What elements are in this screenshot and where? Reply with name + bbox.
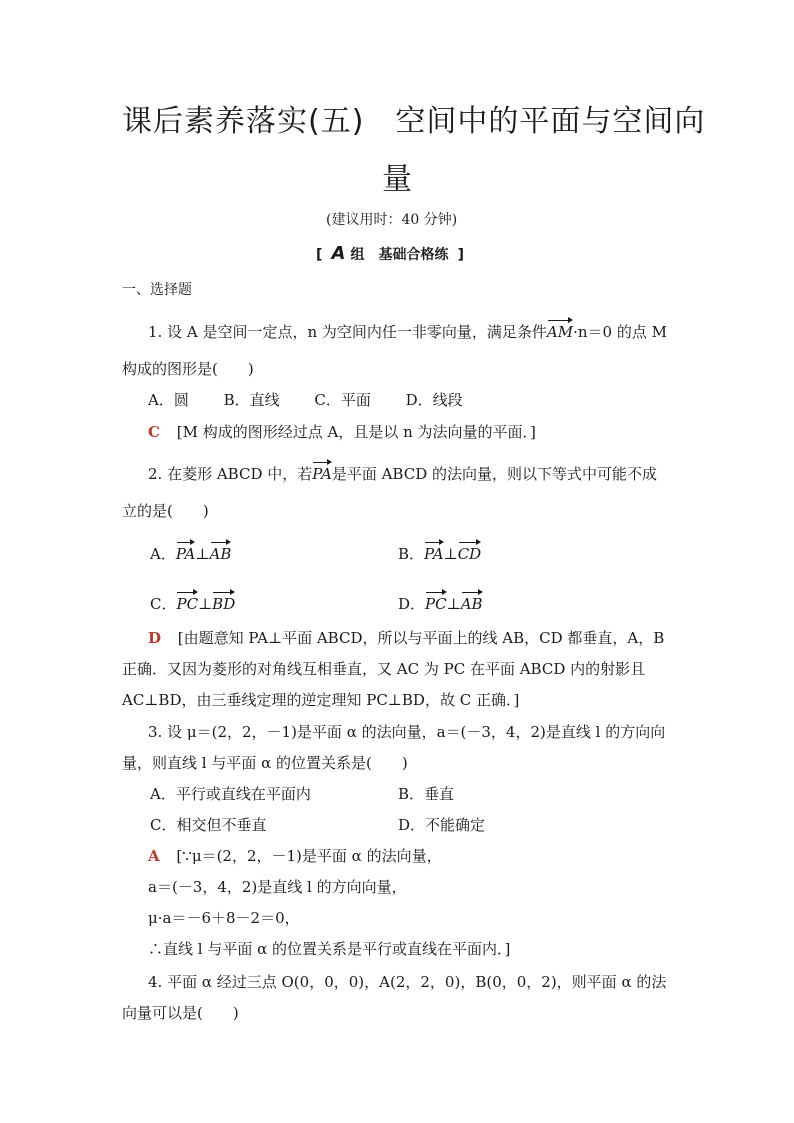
group-title: 组 基础合格练	[350, 247, 449, 263]
q4-line1: 4. 平面 α 经过三点 O(0，0，0)，A(2，2，0)，B(0，0，2)，则平面 α 的法	[148, 973, 667, 991]
q3-option-b: B．垂直	[398, 785, 455, 803]
q3-answer: A	[148, 847, 160, 865]
q3-option-a: A．平行或直线在平面内	[150, 785, 311, 803]
q2-solution-line3: AC⊥BD，由三垂线定理的逆定理知 PC⊥BD，故 C 正确．]	[122, 691, 520, 709]
q2-option-c	[150, 590, 235, 614]
q2-option-d-vec1: PC	[425, 590, 447, 614]
q1-solution: [M 构成的图形经过点 A，且是以 n 为法向量的平面．]	[176, 423, 536, 441]
perp-symbol: ⊥	[443, 545, 458, 563]
perp-symbol: ⊥	[198, 595, 213, 613]
q4-line2: 向量可以是( )	[122, 1004, 239, 1022]
q2-line2: 立的是( )	[122, 502, 209, 520]
q2-option-c-vec1: PC	[176, 590, 198, 614]
group-heading	[316, 243, 464, 264]
q1-answer-row	[148, 422, 536, 442]
q2-solution-line2: 正确．又因为菱形的对角线互相垂直，又 AC 为 PC 在平面 ABCD 内的射影且	[122, 660, 646, 678]
q1-text-b: ·n＝0 的点 M	[573, 323, 667, 341]
q3-line1: 3. 设 μ＝(2，2，－1)是平面 α 的法向量，a＝(－3，4，2)是直线 l 的方向向	[148, 723, 666, 741]
q3-solution-line4: ∴直线 l 与平面 α 的位置关系是平行或直线在平面内．]	[148, 940, 511, 958]
q3-solution-line1	[148, 846, 442, 866]
q1-text-a: 1. 设 A 是空间一定点，n 为空间内任一非零向量，满足条件	[148, 323, 547, 341]
q1-vector: AM	[547, 318, 573, 342]
q2-option-a-vec2: AB	[210, 540, 232, 564]
q2-text-a: 2. 在菱形 ABCD 中，若	[148, 465, 313, 483]
q2-option-b-vec2: CD	[458, 540, 482, 564]
q2-vector: PA	[312, 460, 332, 484]
q3-solution-1: [∵μ＝(2，2，－1)是平面 α 的法向量，	[176, 847, 442, 865]
q2-option-c-vec2: BD	[212, 590, 235, 614]
q2-option-b	[398, 540, 481, 564]
group-letter: A	[331, 243, 346, 264]
page-title-line2: 量	[382, 162, 413, 197]
q2-option-d-vec2: AB	[461, 590, 483, 614]
q3-line2: 量，则直线 l 与平面 α 的位置关系是( )	[122, 754, 408, 772]
q2-solution-1: [由题意知 PA⊥平面 ABCD，所以与平面上的线 AB，CD 都垂直，A，B	[177, 629, 665, 647]
q2-option-b-vec1: PA	[424, 540, 444, 564]
q2-option-d-label: D．	[398, 595, 426, 613]
q2-option-c-label: C．	[150, 595, 177, 613]
q3-option-c: C．相交但不垂直	[150, 816, 267, 834]
page-title-line1: 课后素养落实(五) 空间中的平面与空间向	[122, 104, 706, 139]
q2-solution-line1	[148, 628, 664, 648]
q3-option-d: D．不能确定	[398, 816, 486, 834]
q2-option-d	[398, 590, 483, 614]
q1-answer: C	[148, 423, 160, 441]
time-note: (建议用时：40 分钟)	[326, 212, 458, 228]
q2-option-a-label: A．	[150, 545, 176, 563]
q1-line2: 构成的图形是( )	[122, 360, 254, 378]
q2-line1	[148, 460, 657, 484]
q2-answer: D	[148, 629, 162, 647]
q2-option-a-vec1: PA	[176, 540, 196, 564]
perp-symbol: ⊥	[195, 545, 210, 563]
q2-text-b: 是平面 ABCD 的法向量，则以下等式中可能不成	[331, 465, 658, 483]
section-label: 一、选择题	[122, 282, 192, 298]
q3-solution-line3: μ·a＝－6＋8－2＝0，	[148, 909, 300, 927]
group-bracket-open: [	[316, 247, 323, 263]
q3-solution-line2: a＝(－3，4，2)是直线 l 的方向向量，	[148, 878, 407, 896]
q1-line1	[148, 318, 667, 342]
q1-options: A．圆 B．直线 C．平面 D．线段	[148, 391, 463, 409]
q2-option-a	[150, 540, 231, 564]
perp-symbol: ⊥	[446, 595, 461, 613]
group-bracket-close: ]	[457, 247, 465, 263]
q2-option-b-label: B．	[398, 545, 425, 563]
